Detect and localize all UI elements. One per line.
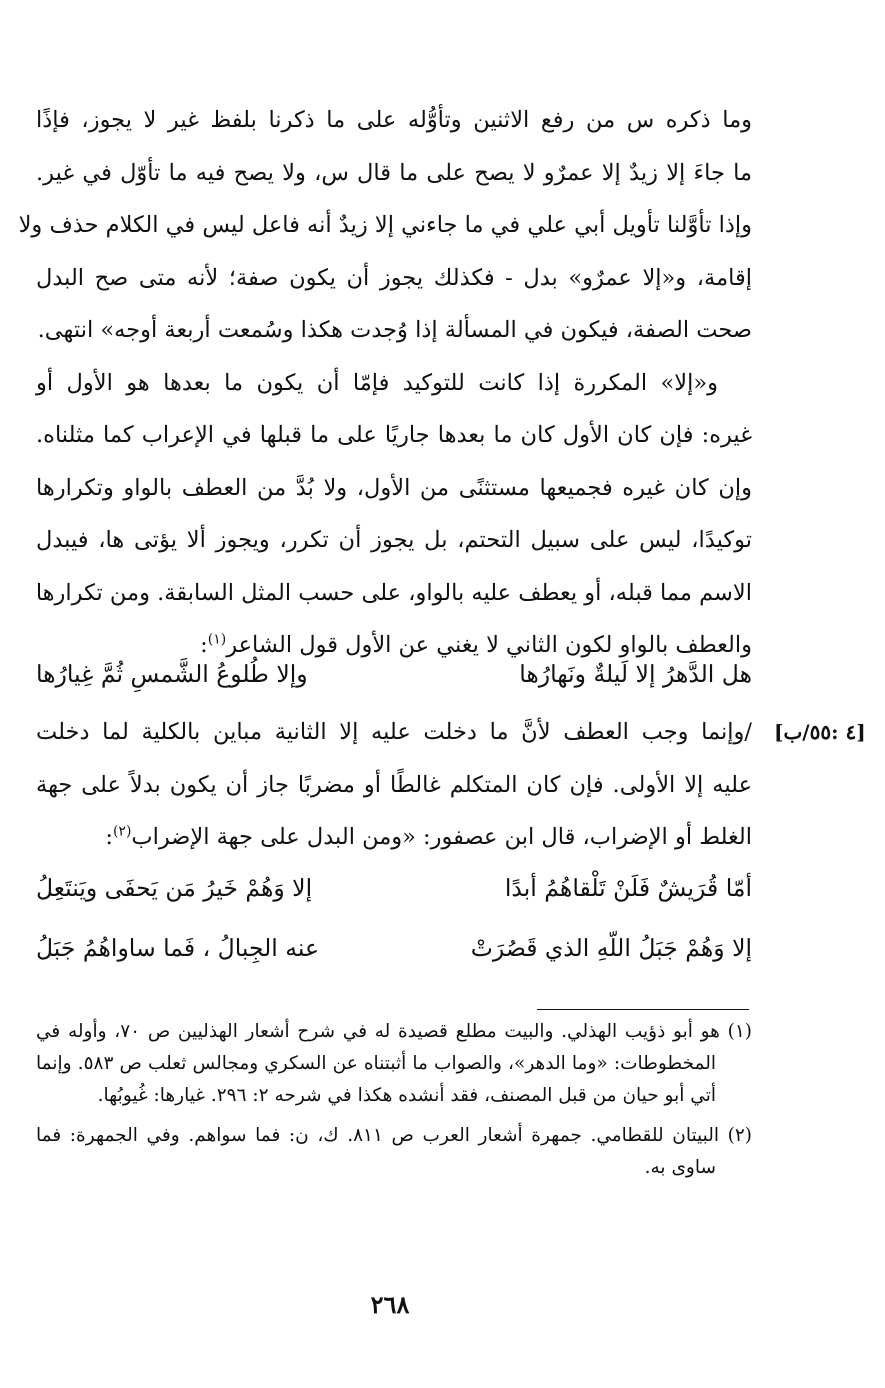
verse-1 xyxy=(36,648,752,700)
verse-1-second-hemistich: وإلا طُلوعُ الشَّمسِ ثُمَّ غِيارُها xyxy=(36,660,308,688)
text-line: صحت الصفة، فيكون في المسألة إذا وُجدت هكذا وسُمعت أربعة أوجه» انتهى. xyxy=(37,317,752,343)
text-line: ما جاءَ إلا زيدٌ إلا عمرٌو لا يصح على ما قال س، ولا يصح فيه ما تأوّل في غير. xyxy=(36,159,752,186)
footnote-ref-2: (٢) xyxy=(112,823,132,840)
main-text-block-2 xyxy=(36,706,752,864)
footnote-ref-1: (١) xyxy=(207,631,227,648)
text-line: عليه إلا الأولى. فإن كان المتكلم غالطًا أو مضربًا جاز أن يكون بدلاً على جهة xyxy=(36,771,752,798)
verse-2 xyxy=(36,862,752,914)
text-line: توكيدًا، ليس على سبيل التحتم، بل يجوز أن تكرر، ويجوز ألا يؤتى ها، فيبدل xyxy=(36,527,752,553)
text-line: و«إلا» المكررة إذا كانت للتوكيد فإمّا أن يكون ما بعدها هو الأول أو xyxy=(36,369,718,396)
text-line: /وإنما وجب العطف لأنَّ ما دخلت عليه إلا الثانية مباين بالكلية لما دخلت xyxy=(36,719,752,745)
footnotes xyxy=(36,1016,752,1184)
verse-1-first-hemistich: هل الدَّهرُ إلا لَيلةٌ ونَهارُها xyxy=(519,660,752,688)
colon: : xyxy=(105,824,113,850)
verse-3 xyxy=(36,922,752,974)
footnote-1: (١) هو أبو ذؤيب الهذلي. والبيت مطلع قصيدة له في شرح أشعار الهذليين ص ٧٠، وأوله في المخطوطات: «وما الدهر»، والصواب ما أثبتناه عن السكري ومجالس ثعلب ص ٥٨٣. وإنما أتي أبو حيان من قبل المصنف، فقد أنشده هكذا في شرحه ٢: ٢٩٦. غيارها: غُيوبُها. xyxy=(36,1021,753,1106)
verse-2-first-hemistich: أمّا قُرَيشٌ فَلَنْ تَلْقاهُمُ أبدًا xyxy=(504,874,752,902)
text-line: وما ذكره س من رفع الاثنين وتأوُّله على ما ذكرنا بلفظ غير لا يجوز، فإذًا xyxy=(36,107,752,133)
text-line-content: والعطف بالواو لكون الثاني لا يغني عن الأول قول الشاعر xyxy=(226,632,752,658)
verse-3-first-hemistich: إلا وَهُمْ جَبَلُ اللّهِ الذي قَصُرَتْ xyxy=(470,934,752,962)
page-number: ٢٦٨ xyxy=(370,1290,410,1319)
verse-3-second-hemistich: عنه الجِبالُ ، فَما ساواهُمُ جَبَلُ xyxy=(36,934,319,962)
footnote-2: (٢) البيتان للقطامي. جمهرة أشعار العرب ص ٨١١. ك، ن: فما سواهم. وفي الجمهرة: فما ساوى به. xyxy=(36,1125,752,1178)
text-line-content: الغلط أو الإضراب، قال ابن عصفور: «ومن البدل على جهة الإضراب xyxy=(131,824,752,850)
verse-2-second-hemistich: إلا وَهُمْ خَيرُ مَن يَحفَى ويَنتَعِلُ xyxy=(36,874,313,902)
colon: : xyxy=(200,632,208,658)
main-text-block-1 xyxy=(18,94,752,672)
text-line xyxy=(36,811,752,864)
text-line: وإذا تأوَّلنا تأويل أبي علي في ما جاءني إلا زيدٌ أنه فاعل ليس في الكلام حذف ولا xyxy=(18,212,752,238)
text-line: إقامة، و«إلا عمرٌو» بدل - فكذلك يجوز أن يكون صفة؛ لأنه متى صح البدل xyxy=(36,264,752,291)
footnote-separator xyxy=(537,1009,749,1010)
text-line: وإن كان غيره فجميعها مستثنًى من الأول، ولا بُدَّ من العطف بالواو وتكرارها xyxy=(36,474,752,501)
text-line: الاسم مما قبله، أو يعطف عليه بالواو، على حسب المثل السابقة. ومن تكرارها xyxy=(35,579,752,606)
manuscript-folio-note: [٤ :٥٥/ب] xyxy=(774,720,866,744)
text-line: غيره: فإن كان الأول كان ما بعدها جاريًا على ما قبلها في الإعراب كما مثلناه. xyxy=(36,422,752,448)
